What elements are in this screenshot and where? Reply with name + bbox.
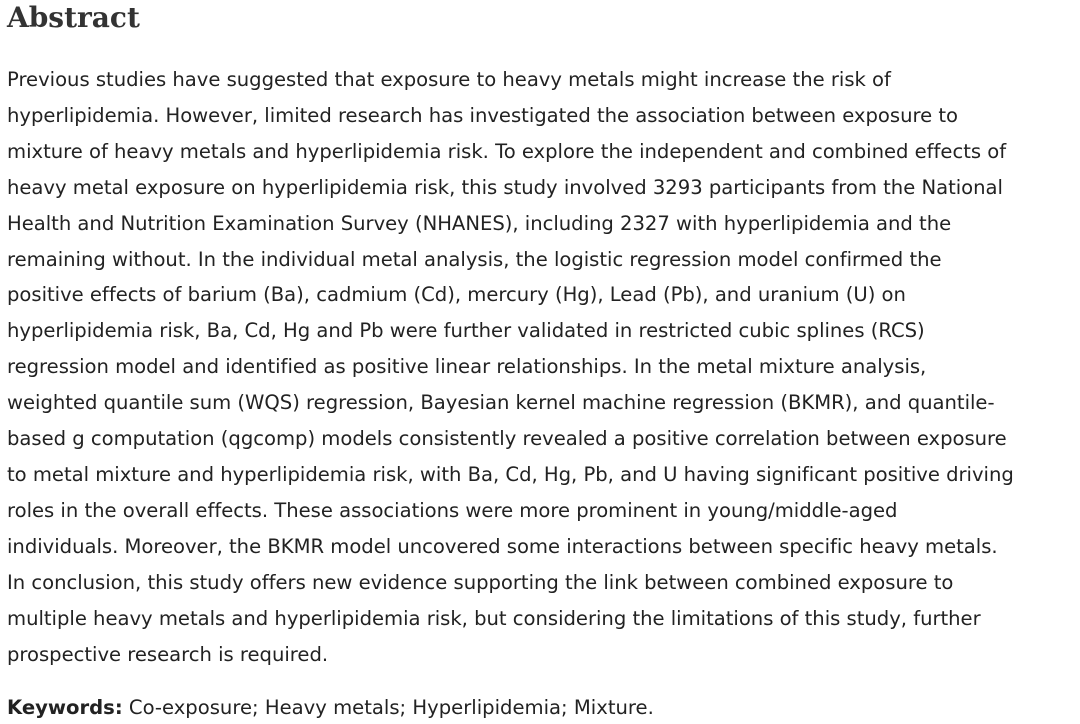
abstract-line: roles in the overall effects. These associations were more prominent in young/middle-aged [7, 498, 898, 522]
abstract-heading: Abstract [7, 1, 140, 34]
keywords [7, 693, 654, 723]
abstract-line: positive effects of barium (Ba), cadmium (Cd), mercury (Hg), Lead (Pb), and uranium (U) on [7, 283, 906, 307]
abstract-line: heavy metal exposure on hyperlipidemia risk, this study involved 3293 participants from the National [7, 175, 1003, 199]
abstract-line: regression model and identified as positive linear relationships. In the metal mixture analysis, [7, 355, 927, 379]
keywords-text: Co-exposure; Heavy metals; Hyperlipidemia; Mixture. [122, 696, 654, 720]
abstract-line: based g computation (qgcomp) models consistently revealed a positive correlation between exposure [7, 427, 1007, 451]
abstract-line: In conclusion, this study offers new evidence supporting the link between combined exposure to [7, 570, 954, 594]
abstract-line: to metal mixture and hyperlipidemia risk, with Ba, Cd, Hg, Pb, and U having significant positive driving [7, 462, 1014, 486]
abstract-line: Previous studies have suggested that exposure to heavy metals might increase the risk of [7, 68, 891, 91]
abstract-line: individuals. Moreover, the BKMR model uncovered some interactions between specific heavy metals. [7, 534, 998, 558]
abstract-body [7, 62, 1080, 672]
abstract-line: multiple heavy metals and hyperlipidemia risk, but considering the limitations of this study, further [7, 606, 981, 630]
abstract-line: mixture of heavy metals and hyperlipidemia risk. To explore the independent and combined effects of [7, 139, 1007, 163]
abstract-section [7, 0, 1080, 723]
abstract-line: weighted quantile sum (WQS) regression, Bayesian kernel machine regression (BKMR), and quantile- [7, 391, 995, 415]
abstract-line: remaining without. In the individual metal analysis, the logistic regression model confirmed the [7, 247, 942, 271]
keywords-label: Keywords: [7, 696, 123, 720]
abstract-line: hyperlipidemia. However, limited research has investigated the association between exposure to [7, 103, 958, 127]
abstract-line: hyperlipidemia risk, Ba, Cd, Hg and Pb were further validated in restricted cubic splines (RCS) [7, 319, 925, 343]
abstract-line: prospective research is required. [7, 642, 329, 666]
abstract-line: Health and Nutrition Examination Survey (NHANES), including 2327 with hyperlipidemia and the [7, 211, 952, 235]
